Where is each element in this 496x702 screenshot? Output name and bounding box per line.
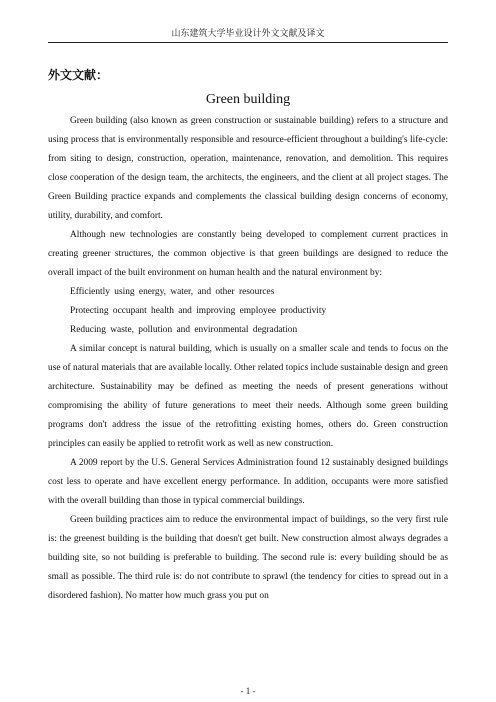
paragraph-1: Green building (also known as green construction or sustainable building) refers to a structure and using process that is environmentally responsible and resource-efficient throughout a building's life-cycle: from siting to design, construction, operation, maintenance, renovation, and demolition. This requires close cooperation of the design team, the architects, the engineers, and the client at all project stages. The Green Building practice expands and complements the classical building design concerns of economy, utility, durability, and comfort. xyxy=(48,116,448,221)
list-item: Reducing waste, pollution and environmental degradation xyxy=(70,325,298,335)
page-number: - 1 - xyxy=(240,686,256,696)
paragraph-5: Green building practices aim to reduce the environmental impact of buildings, so the very first rule is: the greenest building is the building that doesn't get built. New construction almost always degrades a building site, so not building is preferable to building. The second rule is: every building should be as small as possible. The third rule is: do not contribute to sprawl (the tendency for cities to spread out in a disordered fashion). No matter how much grass you put on xyxy=(48,515,448,601)
header-divider xyxy=(48,42,448,43)
document-title: Green building xyxy=(205,92,291,107)
document-body xyxy=(48,112,448,606)
paragraph-4: A 2009 report by the U.S. General Services Administration found 12 sustainably designed buildings cost less to operate and have excellent energy performance. In addition, occupants were more satisfied with the overall building than those in typical commercial buildings. xyxy=(48,458,448,506)
page-header: 山东建筑大学毕业设计外文文献及译文 xyxy=(171,29,325,39)
paragraph-3: A similar concept is natural building, which is usually on a smaller scale and tends to focus on the use of natural materials that are available locally. Other related topics include sustainable design and green architecture. Sustainability may be defined as meeting the needs of present generations without compromising the ability of future generations to meet their needs. Although some green building programs don't address the issue of the retrofitting existing homes, others do. Green construction principles can easily be applied to retrofit work as well as new construction. xyxy=(48,344,448,449)
list-item: Protecting occupant health and improving employee productivity xyxy=(70,306,327,316)
list-item: Efficiently using energy, water, and other resources xyxy=(70,287,275,297)
paragraph-2: Although new technologies are constantly being developed to complement current practices in creating greener structures, the common objective is that green buildings are designed to reduce the overall impact of the built environment on human health and the natural environment by: xyxy=(48,230,448,278)
section-title: 外文文献： xyxy=(48,68,109,82)
